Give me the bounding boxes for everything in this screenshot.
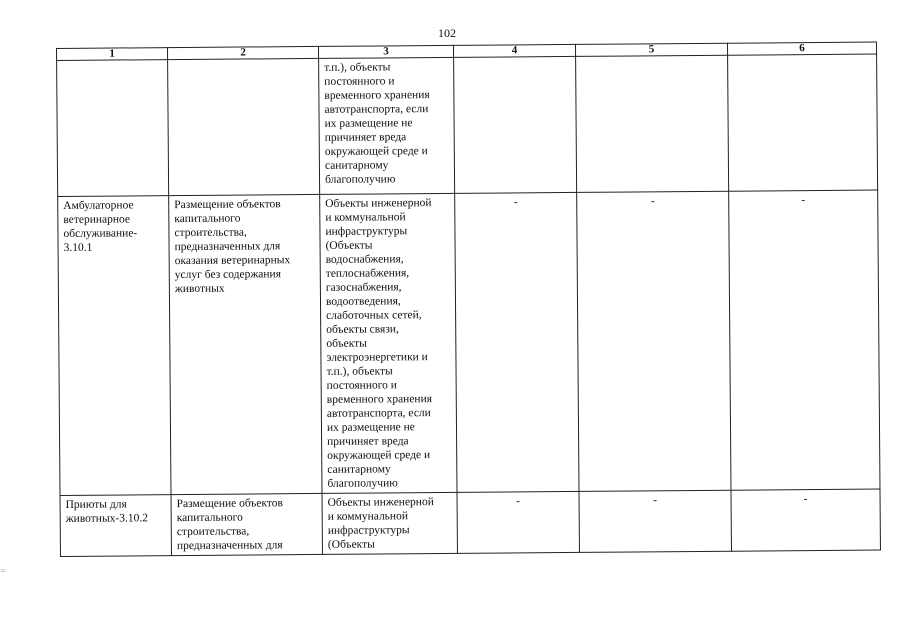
cell-text: Объекты инженерной и коммунальной инфраструктуры (Объекты xyxy=(327,496,434,551)
cell-text: Объекты инженерной и коммунальной инфраструктуры (Объекты водоснабжения, теплоснабжения, газоснабжения, водоотведения, слаботочных сетей, объекты связи, объекты электроэнергетики и т.п.), объекты постоянного и временного хранения автотранспорта, если их размещение не причиняет вреда окружающей среде и санитарному благополучию xyxy=(325,197,433,490)
cell-text: Амбулаторное ветеринарное обслуживание- 3.10.1 xyxy=(63,199,138,254)
cell-text: т.п.), объекты постоянного и временного хранения автотранспорта, если их размещение не причиняет вреда окружающей среде и санитарному благополучию xyxy=(324,61,430,186)
cell-use-name xyxy=(58,196,171,496)
header-col-6: 6 xyxy=(727,42,876,55)
header-col-1: 1 xyxy=(57,48,168,61)
cell-text xyxy=(173,61,313,62)
table-row xyxy=(58,190,880,495)
cell-auxiliary-uses xyxy=(322,492,457,554)
cell-text: Размещение объектов капитального строительства, предназначенных для xyxy=(176,497,284,553)
document-sheet xyxy=(56,42,880,580)
cell-col-5 xyxy=(579,490,731,552)
cell-col-6 xyxy=(731,489,880,551)
cell-text: - xyxy=(653,494,658,507)
cell-text xyxy=(459,59,570,60)
cell-text: - xyxy=(516,495,521,508)
margin-mark: = xyxy=(0,566,6,577)
header-col-2: 2 xyxy=(168,46,319,59)
cell-text: - xyxy=(801,194,806,207)
cell-text xyxy=(581,58,722,59)
land-use-table xyxy=(56,42,881,557)
cell-text: Размещение объектов капитального строительства, предназначенных для оказания ветеринарных услуг без содержания животных xyxy=(174,198,291,296)
cell-description xyxy=(171,493,322,555)
cell-col-4 xyxy=(454,56,577,193)
cell-col-4 xyxy=(455,192,579,492)
cell-auxiliary-uses xyxy=(319,57,455,194)
cell-text xyxy=(733,57,871,58)
cell-text xyxy=(62,62,162,63)
cell-text: - xyxy=(803,493,808,506)
cell-col-6 xyxy=(728,54,878,191)
header-col-3: 3 xyxy=(318,45,453,58)
cell-col-4 xyxy=(457,491,579,553)
cell-auxiliary-uses xyxy=(320,193,457,493)
cell-use-name xyxy=(57,60,169,197)
header-col-4: 4 xyxy=(453,44,575,57)
header-col-5: 5 xyxy=(575,43,727,56)
cell-col-5 xyxy=(577,191,731,491)
cell-text: - xyxy=(650,195,655,208)
cell-col-6 xyxy=(729,190,880,490)
page-number: 102 xyxy=(438,26,456,40)
cell-description xyxy=(168,58,320,195)
cell-description xyxy=(169,194,322,494)
table-row xyxy=(60,489,880,556)
cell-text: - xyxy=(513,196,518,209)
cell-text: Приюты для животных-3.10.2 xyxy=(65,498,149,525)
cell-col-5 xyxy=(576,55,729,192)
table-row xyxy=(57,54,878,196)
cell-use-name xyxy=(60,495,171,557)
